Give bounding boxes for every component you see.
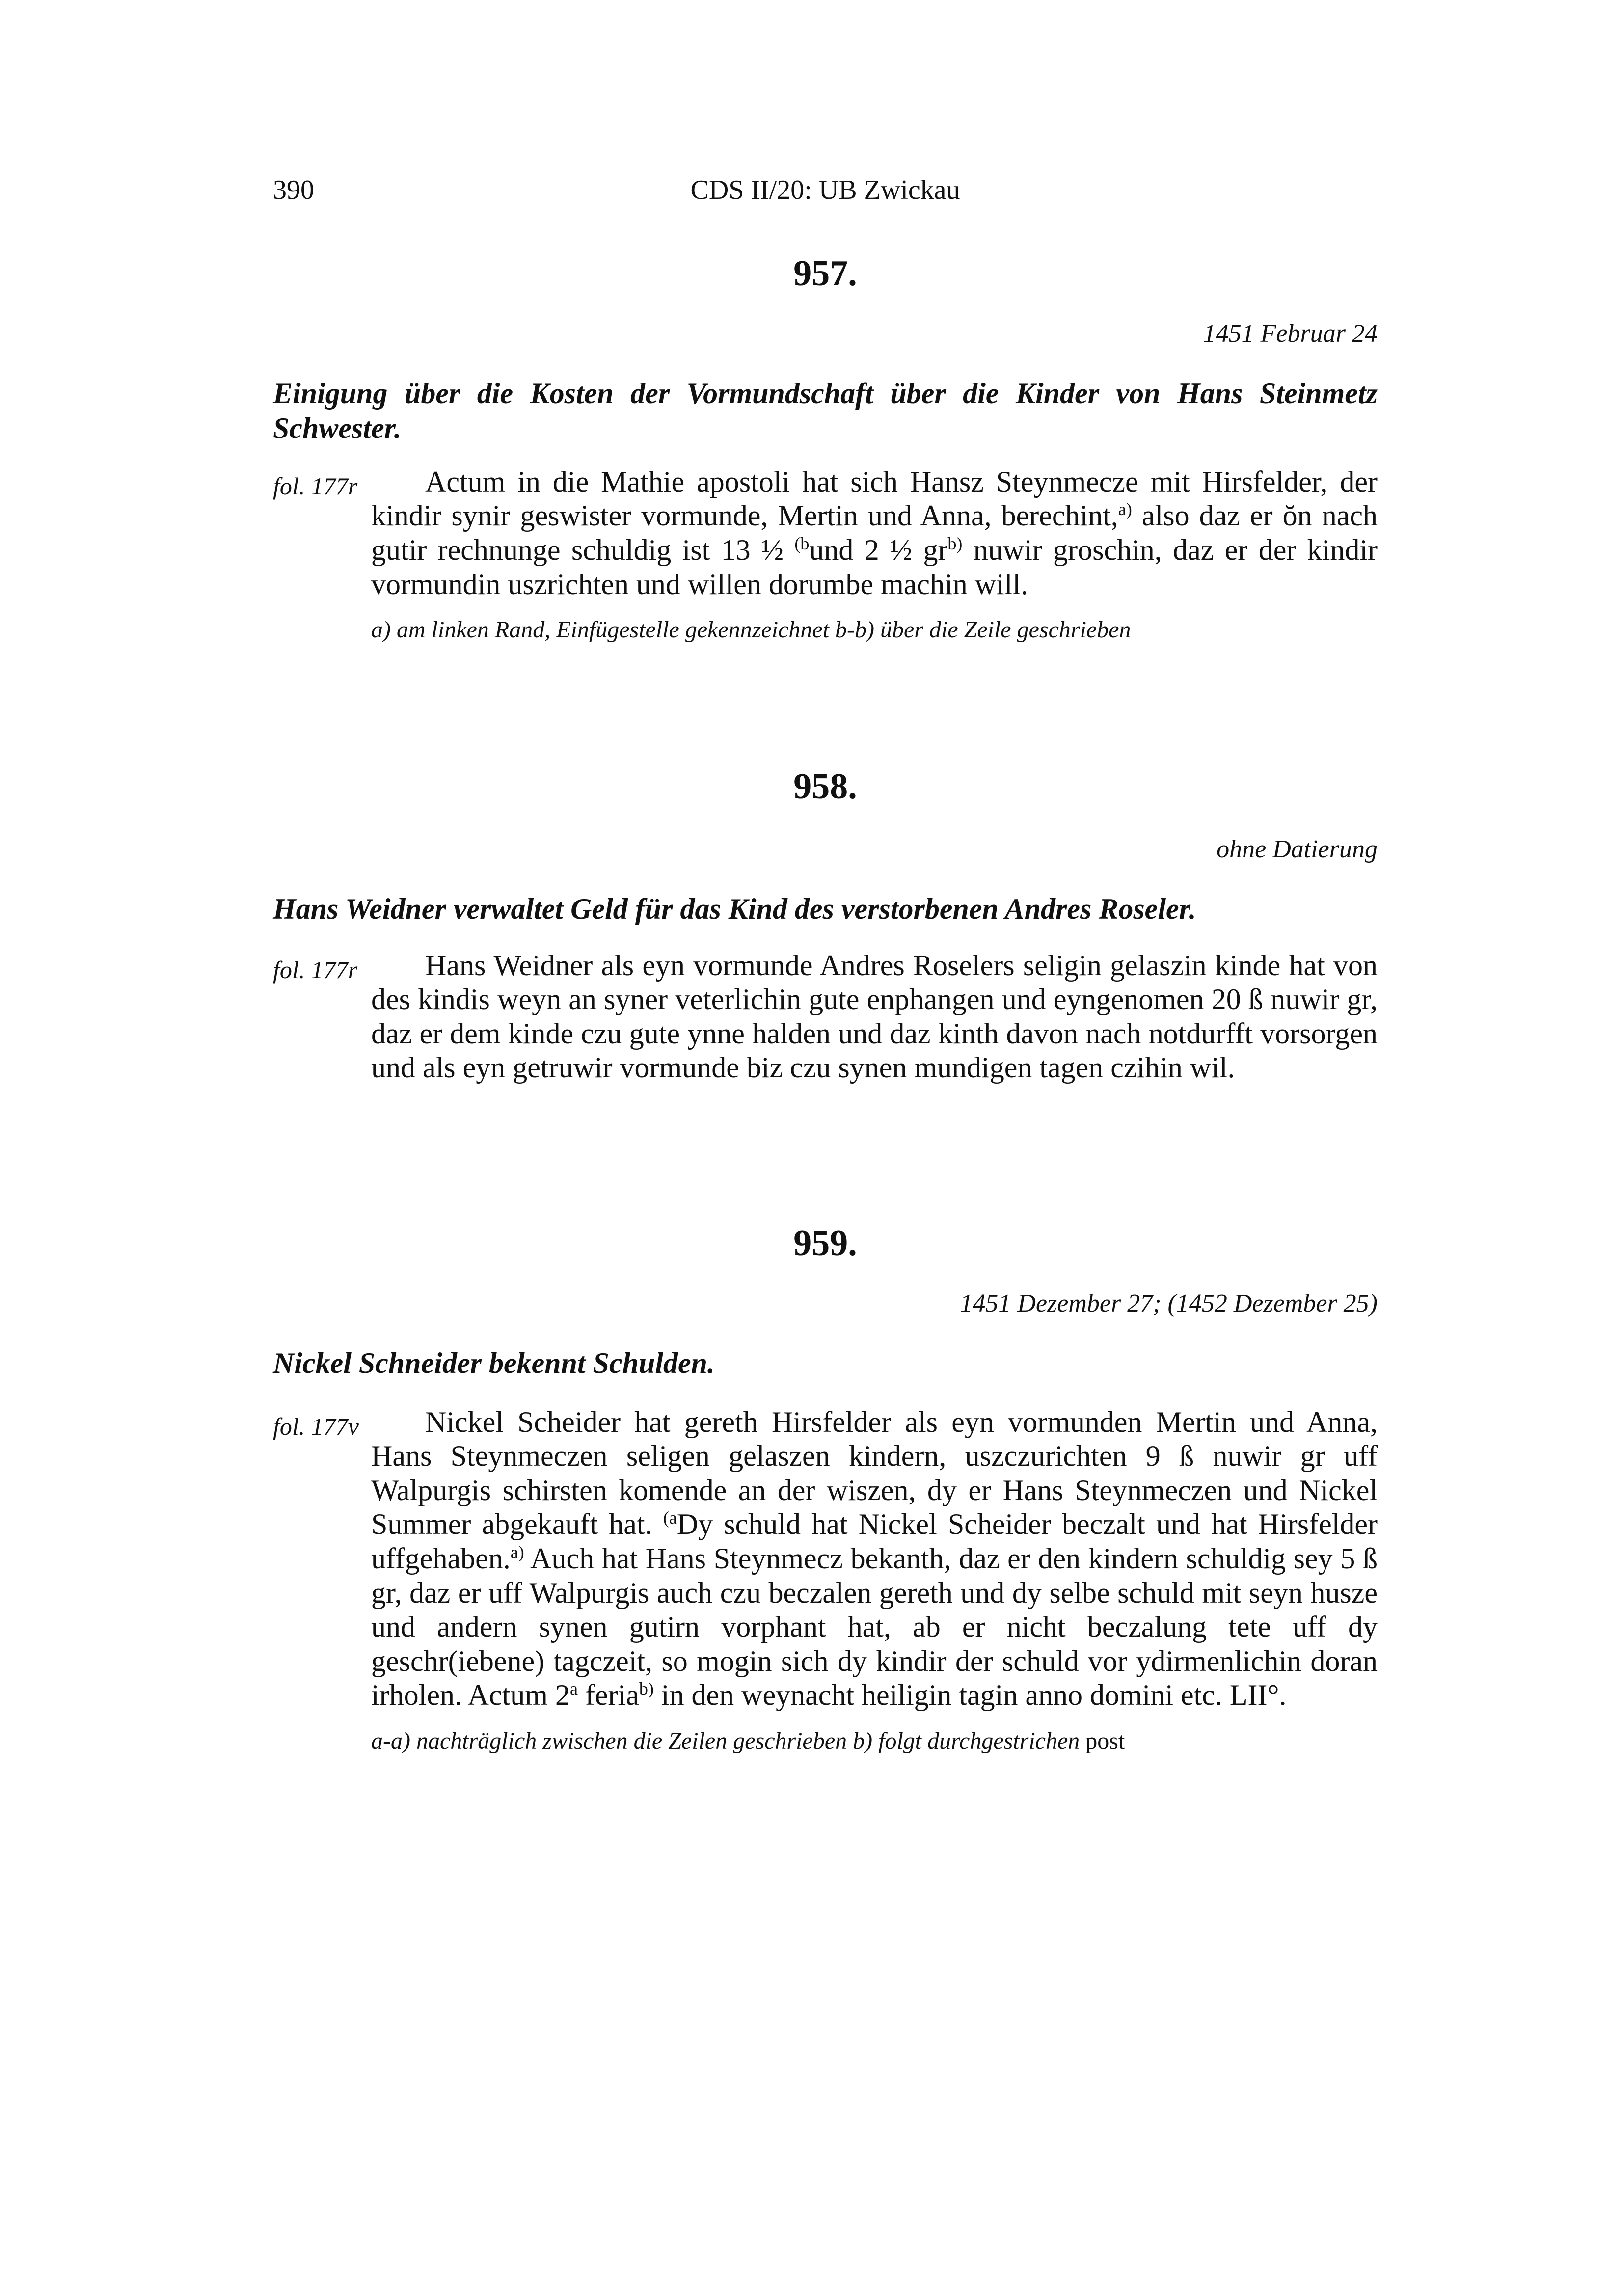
entry-body <box>273 949 1378 1085</box>
footnote-apparatus: a) am linken Rand, Einfügestelle gekennzeichnet b-b) über die Zeile geschrieben <box>371 617 1131 643</box>
footnote-marker: b) <box>947 533 963 553</box>
footnote-marker: a) <box>1118 499 1132 519</box>
entry-959 <box>273 1225 1378 1754</box>
page-number: 390 <box>273 175 314 205</box>
folio-reference: fol. 177v <box>273 1412 359 1440</box>
entry-number: 957. <box>793 253 857 294</box>
entry-body <box>273 465 1378 601</box>
entry-text: Hans Weidner als eyn vormunde Andres Roselers seligin gelaszin kinde hat von des kindis weyn an syner veterlichin gute enphangen und eyngenomen 20 ß nuwir gr, daz er dem kinde czu gute ynne halden und daz kinth davon nach notdurfft vorsorgen und als eyn getruwir vormunde biz czu synen mundigen tagen czihin wil. <box>371 949 1378 1084</box>
page-header <box>273 174 1378 209</box>
entry-date: 1451 Februar 24 <box>1203 320 1378 348</box>
footnote-marker: (b <box>794 533 810 553</box>
entry-number: 959. <box>793 1223 857 1263</box>
entry-text: Actum in die Mathie apostoli hat sich Hansz Steynmecze mit Hirsfelder, der kindir synir geswister vormunde, Mertin und Anna, berechint,$^{a)}$ also daz er ŏn nach gutir rechnunge schuldig ist 13 ½ $^{(b}$und 2 ½ $gr^{b)}$ nuwir groschin, daz er der kindir vormundin uszrichten und willen dorumbe machin will. <box>371 465 1378 601</box>
footnote-marker: (a <box>663 1508 677 1528</box>
entry-title: Einigung über die Kosten der Vormundschaft über die Kinder von Hans Steinmetz Schwester. <box>273 377 1378 444</box>
entry-date: 1451 Dezember 27; (1452 Dezember 25) <box>960 1289 1378 1317</box>
entry-date: ohne Datierung <box>1217 835 1378 863</box>
superscript-a: a <box>569 1679 578 1699</box>
entry-957 <box>273 255 1378 643</box>
entry-958 <box>273 768 1378 1085</box>
entry-title: Nickel Schneider bekennt Schulden. <box>273 1347 715 1380</box>
running-title: CDS II/20: UB Zwickau <box>690 175 960 205</box>
entry-body <box>273 1405 1378 1713</box>
footnote-marker: a) <box>510 1542 524 1562</box>
entry-text: Nickel Scheider hat gereth Hirsfelder als eyn vormunden Mertin und Anna, Hans Steynmeczen seligen gelaszen kindern, uszczurichten 9 ß nuwir gr uff Walpurgis schirsten komende an der wiszen, dy er Hans Steynmeczen und Nickel Summer abgekauft hat. $^{(a}$Dy schuld hat Nickel Scheider beczalt und hat Hirsfelder uffgehaben.$^{a)}$ Auch hat Hans Steynmecz bekanth, daz er den kindern schuldig sey 5 ß gr, daz er uff Walpurgis auch czu beczalen gereth und dy selbe schuld mit seyn husze und andern synen gutirn vorphant hat, ab er nicht beczalung tete uff dy geschr(iebene) tagczeit, so mogin sich dy kindir der schuld vor ydirmenlichin doran irholen. Actum 2$^a$ feria$^{b)}$ in den weynacht heiligin tagin anno domini etc. LII°. <box>371 1405 1378 1712</box>
footnote-apparatus: a-a) nachträglich zwischen die Zeilen geschrieben b) folgt durchgestrichen post <box>371 1727 1125 1754</box>
folio-reference: fol. 177r <box>273 472 358 500</box>
entry-number: 958. <box>793 766 857 807</box>
folio-reference: fol. 177r <box>273 956 358 984</box>
entry-title: Hans Weidner verwaltet Geld für das Kind des verstorbenen Andres Roseler. <box>273 893 1196 926</box>
footnote-marker: b) <box>639 1679 654 1699</box>
